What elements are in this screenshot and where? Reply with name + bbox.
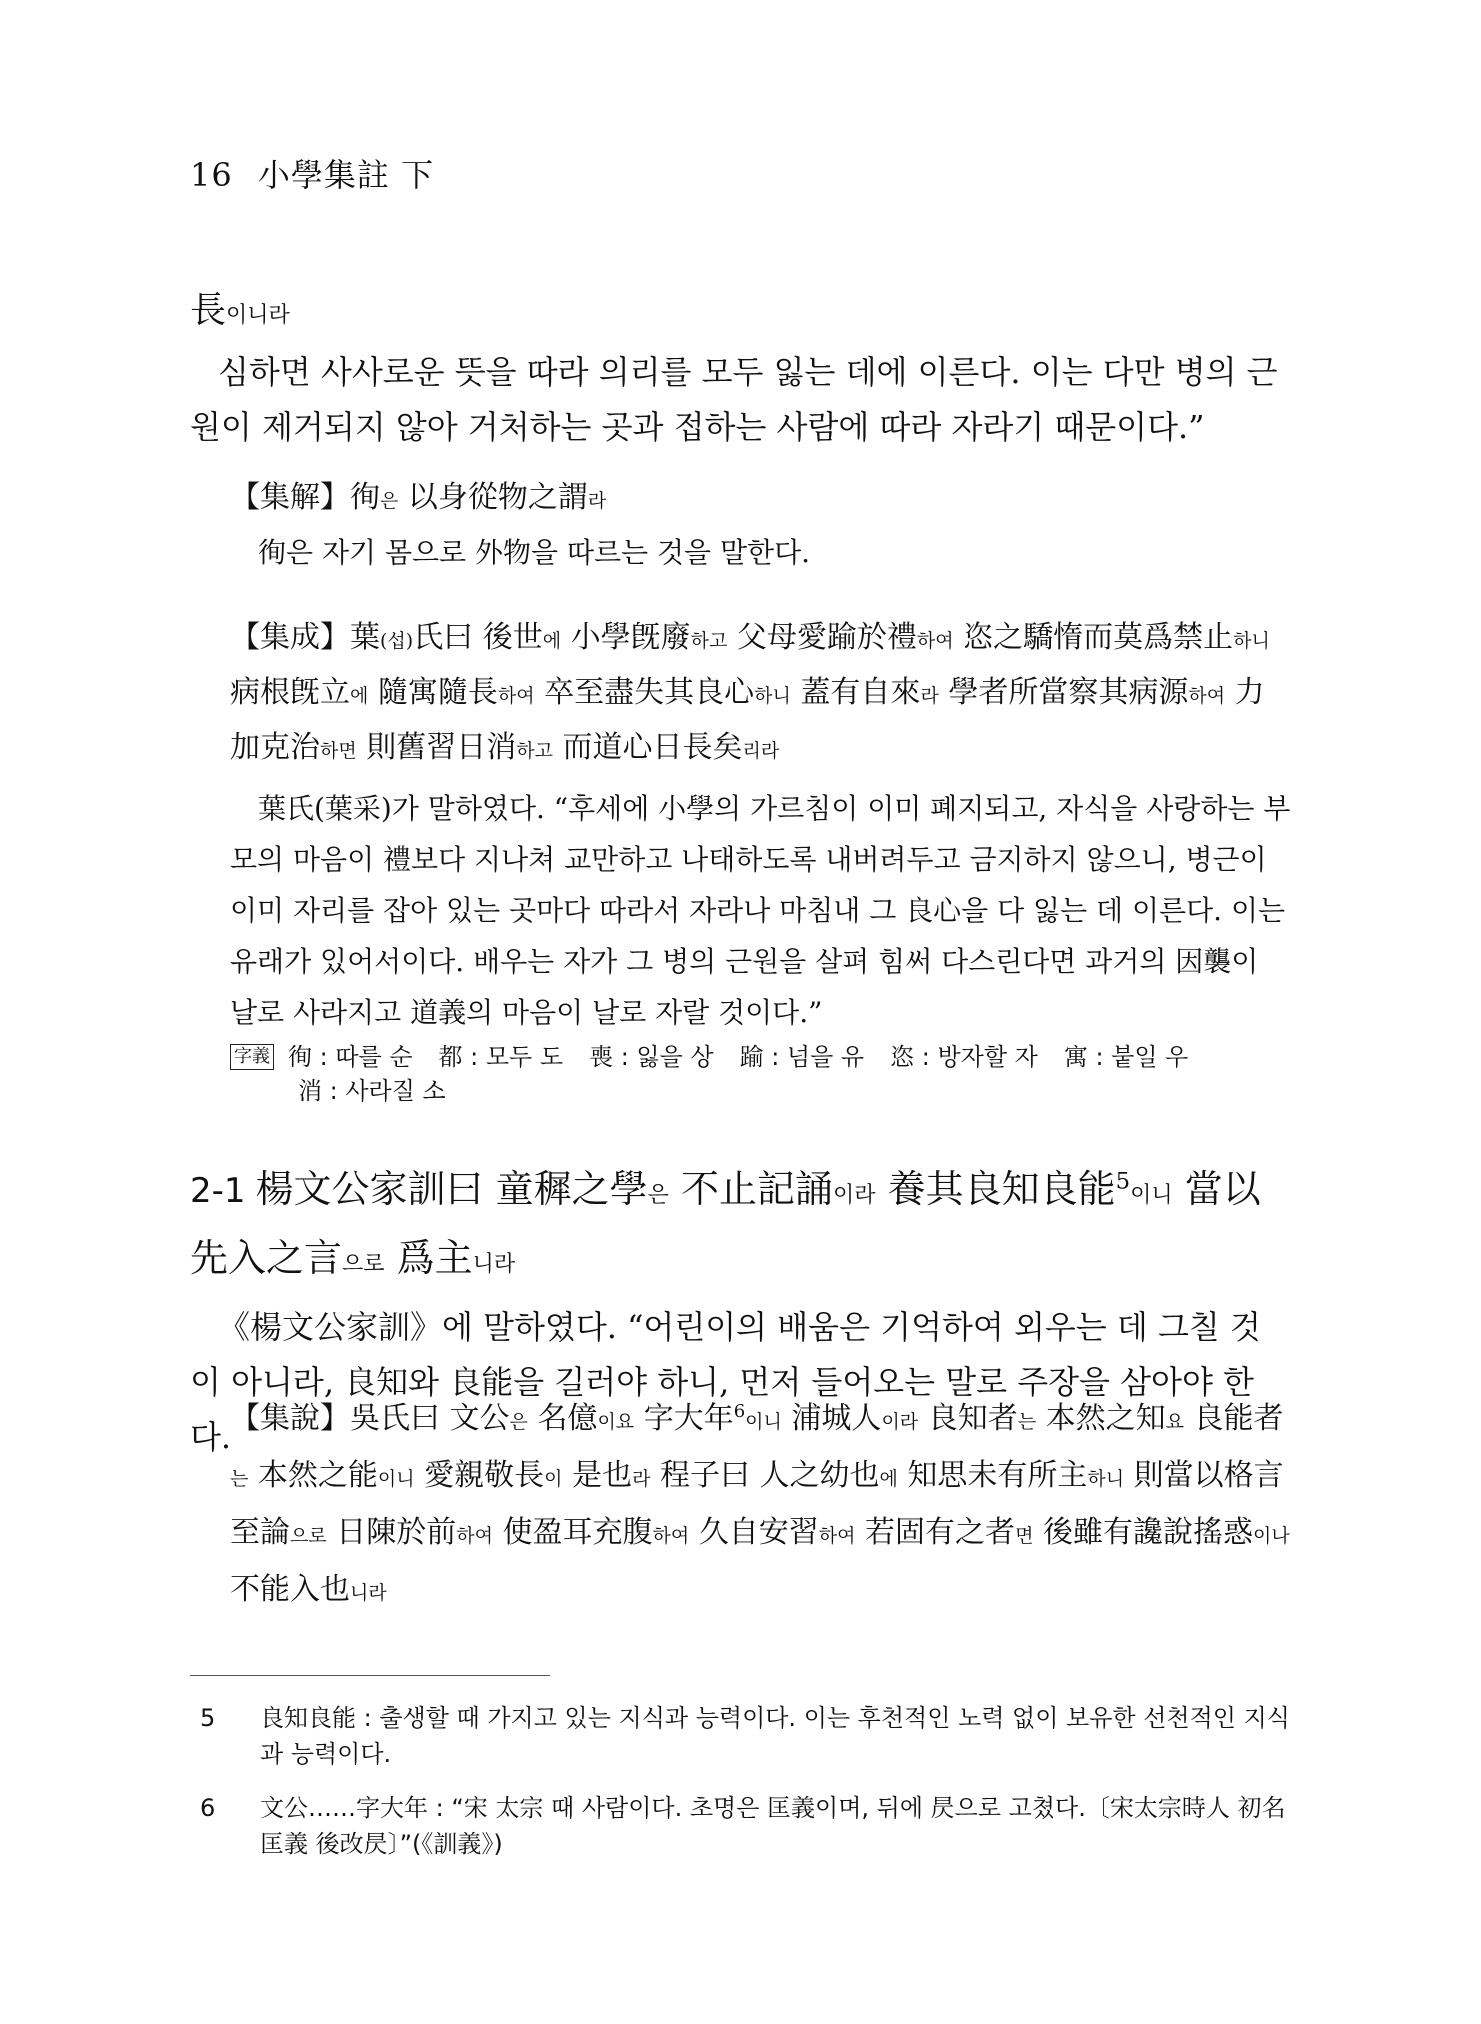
gloss-item: 喪 : 잃을 상 xyxy=(589,1043,714,1071)
korean-particle: (섭) xyxy=(380,630,414,652)
original-text: 卒至盡失其良心 xyxy=(534,675,755,710)
original-text: 使盈耳充腹 xyxy=(492,1515,653,1550)
gloss-item: 寓 : 붙일 우 xyxy=(1063,1043,1189,1071)
original-text: 浦城人 xyxy=(781,1401,882,1436)
book-title: 小學集註 下 xyxy=(257,156,435,194)
original-text: 後雖有讒說搖惑 xyxy=(1033,1515,1253,1550)
gloss-tag: 字義 xyxy=(230,1044,274,1070)
korean-particle: 면 xyxy=(1015,1525,1034,1547)
original-text: 當以先入之言 xyxy=(190,1167,1261,1280)
original-text: 若固有之者 xyxy=(855,1515,1016,1550)
korean-particle: 니라 xyxy=(472,1252,516,1277)
section-number: 2-1 xyxy=(190,1171,246,1211)
original-text: 本然之知 xyxy=(1036,1401,1166,1436)
korean-particle: 하여 xyxy=(916,630,954,652)
original-text: 蓋有自來 xyxy=(790,675,921,710)
korean-particle: 하고 xyxy=(516,740,553,762)
original-text: 葉 xyxy=(350,620,380,655)
note-label: 【集說】 xyxy=(230,1401,350,1436)
original-text: 養其良知良能 xyxy=(875,1167,1116,1211)
continued-passage xyxy=(190,282,1291,455)
korean-particle: 하고 xyxy=(690,630,728,652)
continued-translation: 심하면 사사로운 뜻을 따라 의리를 모두 잃는 데에 이른다. 이는 다만 병의 근원이 제거되지 않아 거처하는 곳과 접하는 사람에 따라 자라기 때문이다.” xyxy=(190,353,1278,446)
korean-particle: 은 xyxy=(380,490,399,512)
korean-particle: 이나 xyxy=(1252,1525,1290,1547)
gloss-box xyxy=(190,1040,1291,1108)
original-text: 學者所當察其病源 xyxy=(938,675,1189,710)
jipseong-note xyxy=(190,612,1291,1038)
footnote-number: 5 xyxy=(200,1704,216,1732)
korean-particle: 이 xyxy=(544,1468,563,1490)
korean-particle: 라 xyxy=(920,685,939,707)
korean-particle: 라 xyxy=(632,1468,651,1490)
footnote-text: 良知良能 : 출생할 때 가지고 있는 지식과 능력이다. 이는 후천적인 노력 없이 보유한 선천적인 지식과 능력이다. xyxy=(260,1704,1290,1768)
korean-particle: 이라 xyxy=(833,1183,876,1208)
gloss-line-1 xyxy=(230,1040,1291,1074)
korean-particle: 하여 xyxy=(456,1525,493,1547)
original-text: 良知者 xyxy=(918,1401,1018,1436)
original-text: 氏曰 後世 xyxy=(413,620,543,655)
original-text: 徇 xyxy=(350,480,380,515)
korean-particle: 하니 xyxy=(754,685,791,707)
original-text: 不能入也 xyxy=(230,1572,350,1607)
page-number: 16 xyxy=(190,156,233,194)
original-text: 則舊習日消 xyxy=(356,730,517,765)
korean-particle: 하여 xyxy=(818,1525,856,1547)
gloss-item: 恣 : 방자할 자 xyxy=(890,1043,1038,1071)
original-text: 長 xyxy=(190,290,227,331)
original-text: 日陳於前 xyxy=(326,1515,457,1550)
gloss-item: 踰 : 넘을 유 xyxy=(739,1043,865,1071)
jiehae-original xyxy=(230,472,1291,527)
footnote-text: 文公……字大年 : “宋 太宗 때 사람이다. 초명은 匡義이며, 뒤에 昃으로 고쳤다.〔宋太宗時人 初名匡義 後改昃〕”(《訓義》) xyxy=(260,1794,1286,1858)
original-text: 本然之能 xyxy=(248,1458,378,1493)
original-text: 良能者 xyxy=(1183,1401,1284,1436)
korean-particle: 에 xyxy=(879,1468,898,1490)
korean-particle: 은 xyxy=(647,1183,669,1208)
original-text: 恣之驕惰而莫爲禁止 xyxy=(953,620,1234,655)
jipseong-translation: 葉氏(葉采)가 말하였다. “후세에 小學의 가르침이 이미 폐지되고, 자식을 사랑하는 부모의 마음이 禮보다 지나쳐 교만하고 나태하도록 내버려두고 금지하지 않으니, 병근이 이미 자리를 잡아 있는 곳마다 따라서 자라나 마침내 그 良心을 다 잃는 데 이른다. 이는 유래가 있어서이다. 배우는 자가 그 병의 근원을 살펴 힘써 다스린다면 과거의 因襲이 날로 사라지고 道義의 마음이 날로 자랄 것이다.” xyxy=(230,792,1291,1029)
jiehae-note xyxy=(190,472,1291,578)
korean-particle: 이니 xyxy=(745,1411,782,1433)
korean-particle: 요 xyxy=(1165,1411,1184,1433)
korean-particle: 하여 xyxy=(652,1525,690,1547)
korean-particle: 하여 xyxy=(497,685,535,707)
korean-particle: 에 xyxy=(350,685,369,707)
footnote-ref-6[interactable]: 6 xyxy=(733,1401,746,1422)
korean-particle: 으로 xyxy=(290,1525,327,1547)
original-text: 吳氏曰 文公 xyxy=(350,1401,510,1436)
original-text: 知思未有所主 xyxy=(897,1458,1088,1493)
korean-particle: 이니라 xyxy=(226,303,290,328)
gloss-item: 徇 : 따를 순 xyxy=(288,1043,413,1071)
gloss-item: 都 : 모두 도 xyxy=(438,1043,564,1071)
korean-particle: 리라 xyxy=(742,740,780,762)
footnote-6 xyxy=(190,1790,1291,1862)
korean-particle: 이니 xyxy=(377,1468,415,1490)
korean-particle: 하니 xyxy=(1087,1468,1125,1490)
note-label: 【集成】 xyxy=(230,620,350,655)
original-text: 是也 xyxy=(562,1458,633,1493)
korean-particle: 에 xyxy=(542,630,562,652)
footnote-number: 6 xyxy=(200,1794,216,1822)
original-text: 隨寓隨長 xyxy=(368,675,498,710)
original-text: 爲主 xyxy=(384,1236,473,1280)
jipseol-original xyxy=(230,1392,1291,1620)
footnote-divider xyxy=(190,1675,550,1676)
korean-particle: 하여 xyxy=(1188,685,1226,707)
footnote-ref-5[interactable]: 5 xyxy=(1115,1168,1131,1195)
korean-particle: 니라 xyxy=(350,1582,387,1604)
korean-particle: 는 xyxy=(230,1468,249,1490)
korean-particle: 이요 xyxy=(597,1411,635,1433)
original-text: 不止記誦 xyxy=(668,1167,833,1211)
korean-particle: 는 xyxy=(1017,1411,1037,1433)
korean-particle: 으로 xyxy=(342,1252,385,1277)
original-text: 則當以格言至論 xyxy=(230,1458,1284,1550)
korean-particle: 하니 xyxy=(1233,630,1270,652)
jiehae-translation: 徇은 자기 몸으로 外物을 따르는 것을 말한다. xyxy=(258,536,811,569)
original-text: 小學旣廢 xyxy=(561,620,691,655)
original-text: 字大年 xyxy=(634,1401,734,1436)
section-heading xyxy=(190,1158,1291,1296)
gloss-line-2: 消 : 사라질 소 xyxy=(298,1077,446,1105)
original-text: 父母愛踰於禮 xyxy=(727,620,917,655)
jipseong-original xyxy=(230,612,1291,777)
original-text: 愛親敬長 xyxy=(414,1458,545,1493)
original-text: 而道心日長矣 xyxy=(552,730,743,765)
footnote-5 xyxy=(190,1700,1291,1772)
korean-particle: 은 xyxy=(509,1411,528,1433)
korean-particle: 이니 xyxy=(1130,1183,1173,1208)
original-text: 病根旣立 xyxy=(230,675,350,710)
running-head xyxy=(190,150,434,196)
original-text: 程子曰 人之幼也 xyxy=(650,1458,880,1493)
jipseol-note xyxy=(190,1392,1291,1620)
original-text: 以身從物之謂 xyxy=(398,480,588,515)
korean-particle: 이라 xyxy=(881,1411,919,1433)
original-text: 楊文公家訓曰 童穉之學 xyxy=(255,1167,648,1211)
original-text: 久自安習 xyxy=(689,1515,819,1550)
korean-particle: 라 xyxy=(587,490,607,512)
continued-original xyxy=(190,282,1291,345)
original-text: 力加克治 xyxy=(230,675,1265,765)
section-translation: 《楊文公家訓》에 말하였다. “어린이의 배움은 기억하여 외우는 데 그칠 것이 아니라, 良知와 良能을 길러야 하니, 먼저 들어오는 말로 주장을 삼아야 한다. xyxy=(190,1308,1261,1456)
korean-particle: 하면 xyxy=(320,740,357,762)
original-text: 名億 xyxy=(527,1401,598,1436)
note-label: 【集解】 xyxy=(230,480,350,515)
